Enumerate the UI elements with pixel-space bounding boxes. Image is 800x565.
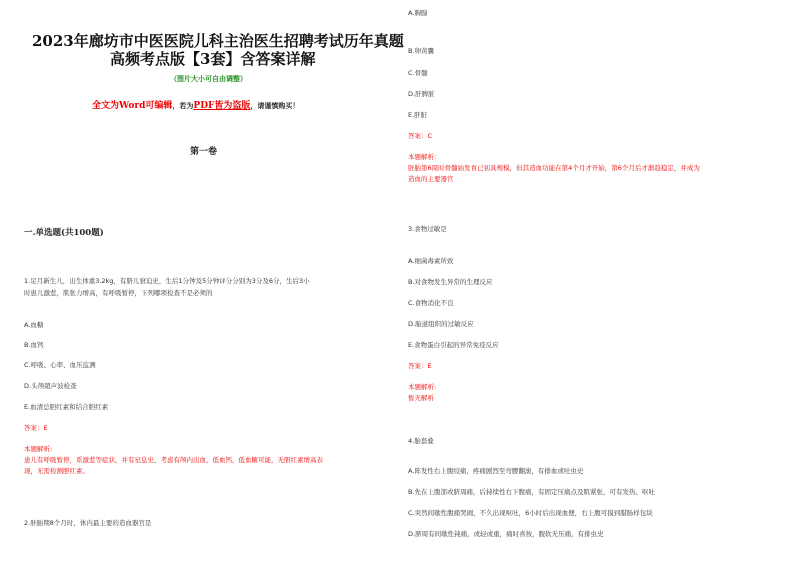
notice-end: ，请谨慎购买！ [250, 101, 300, 110]
notice-editable: 全文为Word可编辑 [92, 101, 173, 111]
q1-stem-line1: 1.足月新生儿，出生体重3.2kg，有脐儿窘迫史，生后1分钟及5分钟评分分别为3分及6分，生后3小 [24, 277, 310, 285]
q2-analysis-label: 本题解析: [408, 153, 437, 161]
q3-stem: 3.食物过敏是 [408, 225, 447, 233]
q2-option-c: C.骨髓 [408, 69, 428, 77]
q1-analysis-label: 本题解析: [24, 445, 53, 453]
q1-option-c: C.呼吸、心率、血压监测 [24, 361, 96, 369]
q2-analysis-line2: 造血的主要器官 [408, 175, 454, 183]
notice-pdf-link[interactable]: PDF皆为盗版 [193, 101, 251, 111]
q2-option-b: B.卵黄囊 [408, 47, 435, 55]
q4-stem: 4.胎套叠 [408, 437, 434, 445]
q1-option-d: D.头颅超声波检查 [24, 382, 77, 390]
image-size-note: （图片大小可自由调整） [170, 74, 247, 83]
q3-option-e: E.食物蛋白引起的异常免疫反应 [408, 341, 499, 349]
q4-option-b: B.先在上腹部或脐周痛，后持续性右下腹痛，有固定压痛点及肌紧张，可有发热、呕吐 [408, 488, 656, 496]
q3-analysis-text: 暂无解析 [408, 394, 434, 402]
q3-answer: 答案：E [408, 362, 432, 370]
notice-mid: ，若为 [172, 101, 194, 110]
right-column [400, 0, 800, 565]
q2-option-e: E.肝脏 [408, 111, 428, 119]
q1-option-a: A.血糖 [24, 321, 44, 329]
q3-option-d: D.胎道组织的过敏反应 [408, 320, 474, 328]
q1-answer: 答案：E [24, 424, 48, 432]
q3-option-c: C.食物消化不良 [408, 299, 454, 307]
q4-option-d: D.脐周有间歇性钝痛，或轻或重，痛时喜按，腹软无压痛，有排虫史 [408, 530, 604, 538]
q4-option-c: C.突然间歇性腹痛哭闹，不久出现呕吐，6小时后出现血便，右上腹可摸到腊肠样包块 [408, 509, 653, 517]
q4-option-a: A.阵发性右上腹绞痛，疼痛剧烈至弯腰翻滚，有排血或吐虫史 [408, 467, 584, 475]
q3-option-a: A.细菌毒素所致 [408, 257, 454, 265]
edit-notice [92, 98, 299, 111]
q1-analysis-line2: 现，无需检测胆红素。 [24, 467, 89, 475]
q2-stem: 2.胚胎期8个月时，体内最主要的造血器官是 [24, 519, 152, 527]
q2-option-a: A.胸腺 [408, 9, 428, 17]
q2-option-d: D.肝脾脏 [408, 90, 435, 98]
q1-option-b: B.血钙 [24, 341, 44, 349]
volume-heading: 第一卷 [190, 147, 218, 157]
q3-option-b: B.对食物发生异常的生理反应 [408, 278, 493, 286]
q2-answer: 答案：C [408, 132, 433, 140]
page-title-line1: 2023年廊坊市中医医院儿科主治医生招聘考试历年真题 [32, 32, 404, 50]
q1-analysis-line1: 患儿有呼吸暂停，系激惹等症状，并有窒息史，考虑有颅内出血，低血钙，低血糖可能，无胆红素增高表 [24, 456, 323, 464]
page-title-line2: 高频考点版【3套】含答案详解 [110, 50, 316, 68]
q2-analysis-line1: 胚胎第6周时骨髓始发育已初具规模，但其造血功能在第4个月才开始，第6个月后才渐趋稳定，并成为 [408, 164, 700, 172]
q3-analysis-label: 本题解析: [408, 383, 437, 391]
q1-option-e: E.血清总胆红素和结合胆红素 [24, 403, 109, 411]
q1-stem-line2: 时患儿激惹，肌张力增高，有呼吸暂停，下列哪项检查不是必须的 [24, 289, 213, 297]
section-heading: 一.单选题(共100题) [24, 228, 104, 238]
